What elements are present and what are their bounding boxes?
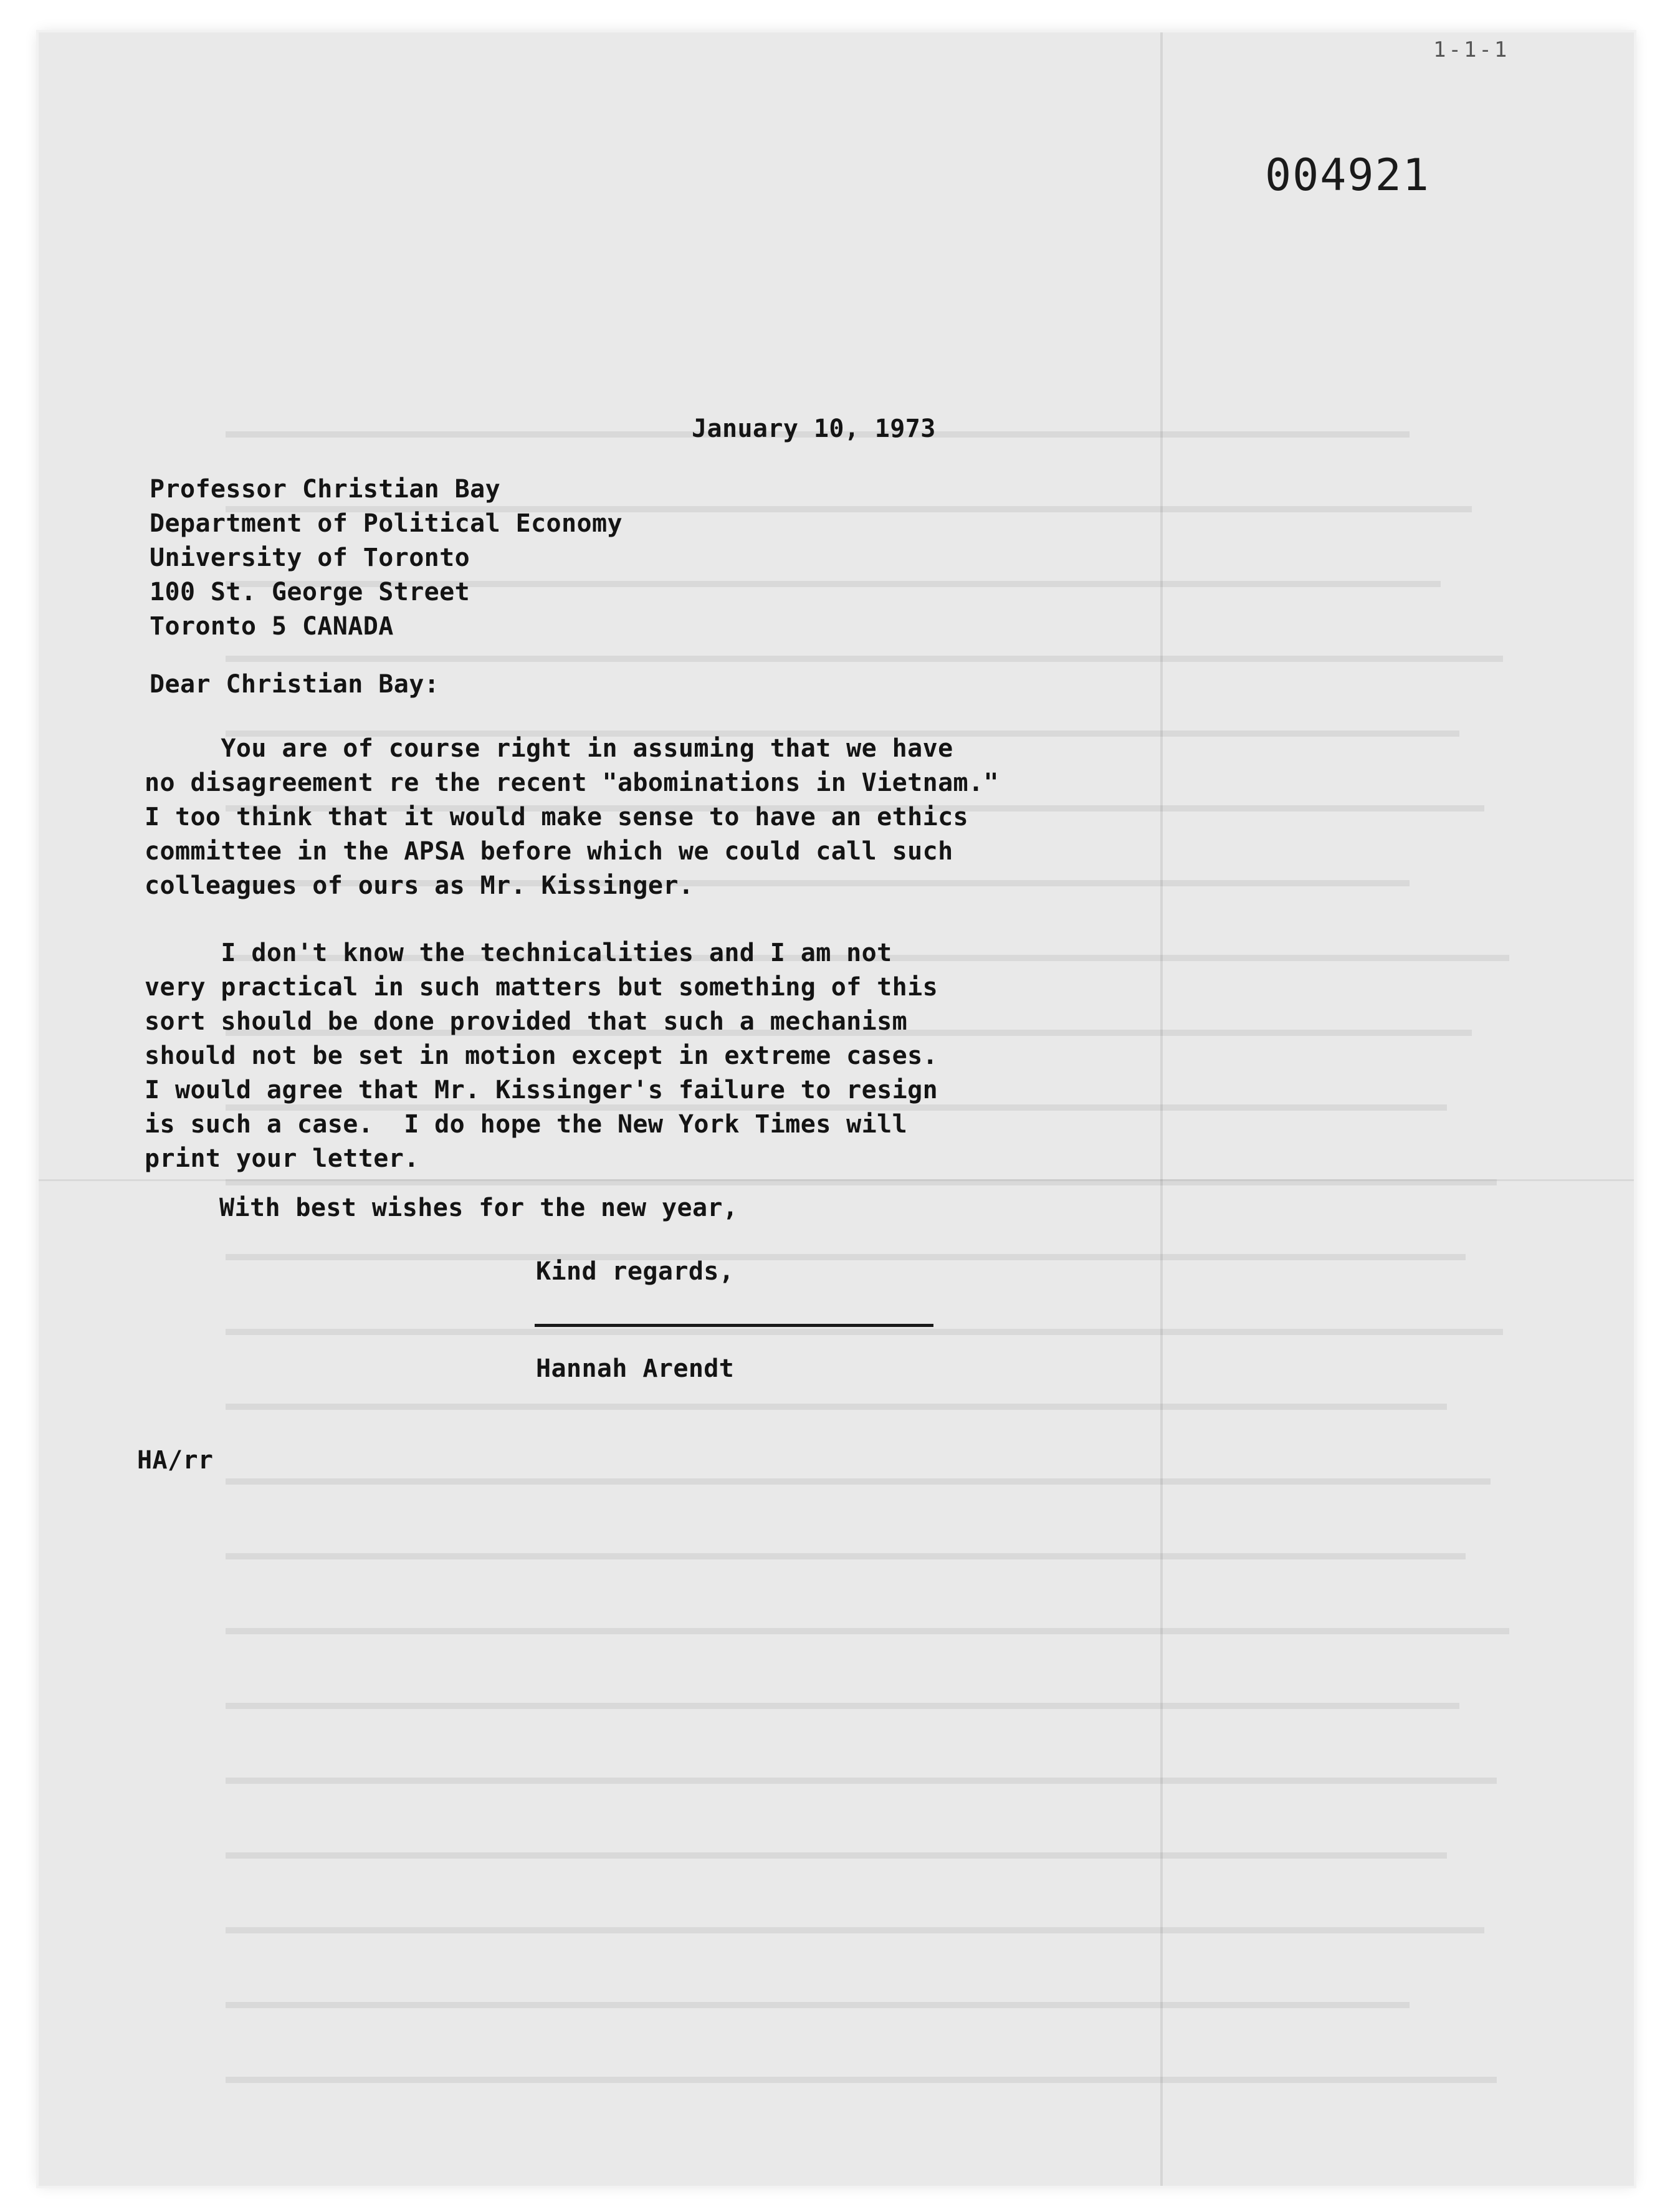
bleed-line bbox=[226, 1329, 1503, 1335]
paragraph-line: is such a case. I do hope the New York Times will bbox=[145, 1110, 908, 1139]
letter-paper bbox=[39, 32, 1634, 2186]
bleed-line bbox=[226, 1179, 1497, 1185]
paragraph-line: no disagreement re the recent "abominations in Vietnam." bbox=[145, 768, 999, 797]
salutation: Dear Christian Bay: bbox=[150, 670, 440, 699]
paragraph-line: You are of course right in assuming that we have bbox=[145, 734, 953, 763]
address-line: Professor Christian Bay bbox=[150, 475, 501, 504]
closing: Kind regards, bbox=[536, 1257, 735, 1286]
bleed-line bbox=[226, 1254, 1466, 1260]
bleed-line bbox=[226, 1927, 1484, 1933]
signature-name: Hannah Arendt bbox=[536, 1354, 735, 1383]
paragraph-line: should not be set in motion except in extreme cases. bbox=[145, 1041, 938, 1070]
address-line: Toronto 5 CANADA bbox=[150, 612, 394, 641]
bleed-line bbox=[226, 1778, 1497, 1784]
paragraph-line: committee in the APSA before which we could call such bbox=[145, 837, 953, 866]
paragraph-line: sort should be done provided that such a mechanism bbox=[145, 1007, 908, 1036]
address-line: 100 St. George Street bbox=[150, 578, 470, 606]
bleed-line bbox=[226, 2002, 1410, 2008]
typist-initials: HA/rr bbox=[137, 1446, 214, 1475]
address-line: University of Toronto bbox=[150, 543, 470, 572]
bleed-line bbox=[226, 1703, 1459, 1709]
corner-mark: 1-1-1 bbox=[1433, 37, 1510, 62]
closing-wish: With best wishes for the new year, bbox=[219, 1194, 738, 1222]
address-line: Department of Political Economy bbox=[150, 509, 623, 538]
bleed-through-texture bbox=[39, 32, 1634, 2186]
bleed-line bbox=[226, 1553, 1466, 1559]
paragraph-line: print your letter. bbox=[145, 1144, 419, 1173]
bleed-line bbox=[226, 1404, 1447, 1410]
paragraph-line: colleagues of ours as Mr. Kissinger. bbox=[145, 871, 694, 900]
letter-date: January 10, 1973 bbox=[692, 414, 936, 443]
bleed-line bbox=[226, 1628, 1509, 1634]
bleed-line bbox=[226, 1478, 1491, 1485]
paragraph-line: I too think that it would make sense to have an ethics bbox=[145, 803, 969, 831]
paragraph-line: I would agree that Mr. Kissinger's failure to resign bbox=[145, 1076, 938, 1104]
signature-line bbox=[535, 1324, 933, 1327]
bleed-line bbox=[226, 2077, 1497, 2083]
bleed-line bbox=[226, 1852, 1447, 1859]
paragraph-line: very practical in such matters but something of this bbox=[145, 973, 938, 1002]
bleed-line bbox=[226, 656, 1503, 662]
reference-number: 004921 bbox=[1265, 150, 1430, 201]
paragraph-line: I don't know the technicalities and I am not bbox=[145, 939, 892, 967]
